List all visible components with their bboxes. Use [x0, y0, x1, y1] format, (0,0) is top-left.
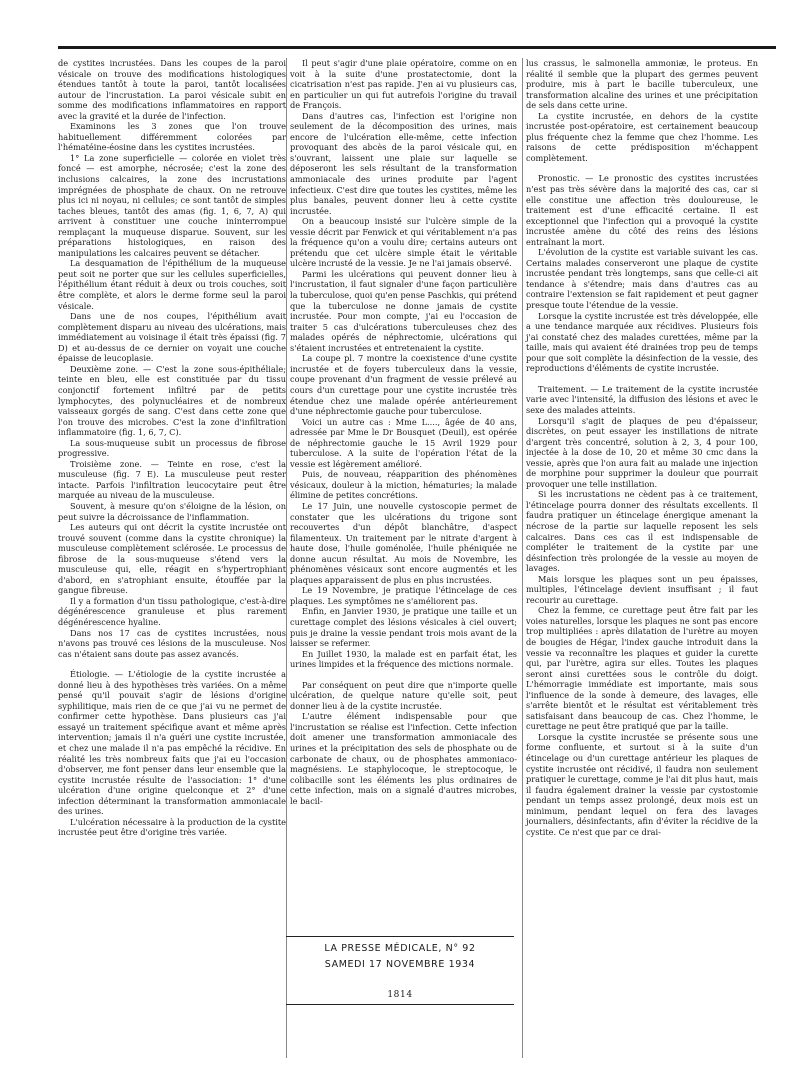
paragraph: Dans d'autres cas, l'infection est l'origine non seulement de la décomposition des urines, mais encore de l'ulcération elle-même, cette infection provoquant des abcès de la paroi vésicale qui, en s'ouvrant, laissent une plaie sur laquelle se déposeront les sels résultant de la transformation ammoniacale des urines produite par l'agent infectieux. C'est dire que toutes les cystites, même les plus banales, peuvent donner lieu à cette cystite incrustée. [290, 110, 517, 216]
paragraph: La sous-muqueuse subit un processus de fibrose progressive. [58, 437, 286, 459]
paragraph: Mais lorsque les plaques sont un peu épaisses, multiples, l'étincelage devient insuffisant ; il faut recourir au curettage. [526, 573, 758, 605]
page-number: 1814 [387, 990, 413, 1000]
case-report: Puis, de nouveau, réapparition des phénomènes vésicaux, douleur à la miction, hématuries; la malade élimine de petites concrétions. [290, 469, 517, 501]
column-divider [522, 58, 523, 1058]
case-report: Le 17 Juin, une nouvelle cystoscopie permet de constater que les ulcérations du trigone sont recouvertes d'un dépôt blanchâtre, d'aspect filamenteux. Un traitement par le nitrate d'argent à haute dose, l'huile goménolée, l'huile phéniquée ne donne aucun résultat. Au mois de Novembre, les phénomènes vésicaux sont encore augmentés et les plaques apparaissent de plus en plus incrustées. [290, 500, 517, 585]
paragraph: Chez la femme, ce curettage peut être fait par les voies naturelles, lorsque les plaques ne sont pas encore trop multipliées : après dilatation de l'urètre au moyen de bougies de Hégar, l'index gauche introduit dans la vessie va reconnaître les plaques et guider la curette qui, par l'urètre, agira sur elles. Toutes les plaques seront ainsi curettées sous le contrôle du doigt. L'hémorragie immédiate est importante, mais sous l'influence de la sonde à demeure, des lavages, elle s'arrête bientôt et le résultat est véritablement très satisfaisant dans beaucoup de cas. Chez l'homme, le curettage ne peut être pratiqué que par la taille. [526, 605, 758, 732]
paragraph: L'autre élément indispensable pour que l'incrustation se réalise est l'infection. Cette infection doit amener une transformation ammoniacale des urines et la précipitation des sels de phosphate ou de carbonate de chaux, ou de phosphates ammoniaco-magnésiens. Le staphylocoque, le streptocoque, le colibacille sont les éléments les plus ordinaires de cette infection, mais on a signalé d'autres microbes, le bacil- [290, 711, 517, 806]
paragraph: On a beaucoup insisté sur l'ulcère simple de la vessie décrit par Fenwick et qui véritablement n'a pas la fréquence qu'on a voulu dire; certains auteurs ont prétendu que cet ulcère simple était le véritable ulcère incrusté de la vessie. Je ne l'ai jamais observé. [290, 216, 517, 269]
column-divider [286, 58, 287, 1058]
paragraph: Par conséquent on peut dire que n'importe quelle ulcération, de quelque nature qu'elle soit, peut donner lieu à de la cystite incrustée. [290, 679, 517, 711]
paragraph: Il y a formation d'un tissu pathologique, c'est-à-dire dégénérescence granuleuse et plus rarement dégénérescence hyaline. [58, 595, 286, 627]
paragraph: 1° La zone superficielle — colorée en violet très foncé — est amorphe, nécrosée; c'est la zone des inclusions calcaires, la zone des incrustations imprégnées de phosphate de chaux. On ne retrouve plus ici ni noyau, ni cellules; ce sont tantôt de simples taches bleues, tantôt des amas (fig. 1, 6, 7, A) qui arrivent à constituer une couche ininterrompue remplaçant la muqueuse disparue. Souvent, sur les préparations histologiques, en raison des manipulations les calcaires peuvent se détacher. [58, 152, 286, 258]
column-left [58, 58, 286, 838]
paragraph: de cystites incrustées. Dans les coupes de la paroi vésicale on trouve des modifications histologiques étendues tantôt à toute la paroi, tantôt localisées autour de l'incrustation. La paroi vésicale subit en somme des modifications inflammatoires en rapport avec la gravité et la durée de l'infection. [58, 58, 286, 121]
case-report: Le 19 Novembre, je pratique l'étincelage de ces plaques. Les symptômes ne s'améliorent pas. [290, 585, 517, 606]
paragraph: Les auteurs qui ont décrit la cystite incrustée ont trouvé souvent (comme dans la cystite chronique) la musculeuse complètement sclérosée. Le processus de fibrose de la sous-muqueuse s'étend vers la musculeuse qui, elle, réagit en s'hypertrophiant d'abord, en s'atrophiant ensuite, étouffée par la gangue fibreuse. [58, 522, 286, 596]
footer-bottom-rule [286, 1004, 514, 1005]
paragraph: Lorsque la cystite incrustée se présente sous une forme confluente, et surtout si à la suite d'un étincelage ou d'un curettage antérieur les plaques de cystite incrustée ont récidivé, il faudra non seulement pratiquer le curettage, comme je l'ai dit plus haut, mais il faudra également drainer la vessie par cystostomie pendant un temps assez prolongé, deux mois est un minimum, pendant lequel on fera des lavages journaliers, désinfectants, afin d'éviter la récidive de la cystite. Ce n'est que par ce drai- [526, 731, 758, 837]
paragraph: L'ulcération nécessaire à la production de la cystite incrustée peut être d'origine très variée. [58, 816, 286, 838]
header-rule [58, 46, 776, 49]
paragraph: Lorsque la cystite incrustée est très développée, elle a une tendance marquée aux récidives. Plusieurs fois j'ai constaté chez des malades curettées, même par la taille, mais qui avaient été drainées trop peu de temps pour que soit complète la désinfection de la vessie, des reproductions d'éléments de cystite incrustée. [526, 310, 758, 374]
paragraph: Si les incrustations ne cèdent pas à ce traitement, l'étincelage pourra donner des résultats excellents. Il faudra pratiquer un étincelage énergique amenant la nécrose de la partie sur laquelle reposent les sels calcaires. Dans ces cas il est indispensable de compléter le traitement de la cystite par une désinfection très prolongée de la vessie au moyen de lavages. [526, 489, 758, 574]
paragraph: La coupe pl. 7 montre la coexistence d'une cystite incrustée et de foyers tuberculeux dans la vessie, coupe provenant d'un fragment de vessie prélevé au cours d'un curettage pour une cystite incrustée très étendue chez une malade opérée antérieurement d'une néphrectomie gauche pour tuberculose. [290, 353, 517, 417]
paragraph: Dans nos 17 cas de cystites incrustées, nous n'avons pas trouvé ces lésions de la musculeuse. Nos cas n'étaient sans doute pas assez avancés. [58, 627, 286, 659]
paragraph: Deuxième zone. — C'est la zone sous-épithéliale; teinte en bleu, elle est constituée par du tissu conjonctif fortement infiltré par de petits lymphocytes, des polynucléaires et de nombreux vaisseaux gorgés de sang. C'est dans cette zone que l'on trouve des microbes. C'est la zone d'infiltration inflammatoire (fig. 1, 6, 7, C). [58, 363, 286, 438]
paragraph: Examinons les 3 zones que l'on trouve habituellement différemment colorées par l'hématéine-éosine dans les cystites incrustées. [58, 121, 286, 153]
publication-title: LA PRESSE MÉDICALE, N° 92 [324, 943, 476, 954]
case-report: Voici un autre cas : Mme L...., âgée de 40 ans, adressée par Mme le Dr Bousquet (Deuil), est opérée de néphrectomie gauche le 15 Avril 1929 pour tuberculose. A la suite de l'opération l'état de la vessie est légèrement amélioré. [290, 416, 517, 469]
paragraph: Parmi les ulcérations qui peuvent donner lieu à l'incrustation, il faut signaler d'une façon particulière la tuberculose, quoi qu'en pense Paschkis, qui prétend que la tuberculose ne donne jamais de cystite incrustée. Pour mon compte, j'ai eu l'occasion de traiter 5 cas d'ulcérations tuberculeuses chez des malades opérés de néphrectomie, ulcérations qui s'étaient incrustées et entretenaient la cystite. [290, 268, 517, 353]
section-traitement: Traitement. — Le traitement de la cystite incrustée varie avec l'intensité, la diffusion des lésions et avec le sexe des malades atteints. [526, 383, 758, 415]
page-footer [286, 936, 514, 1005]
paragraph: lus crassus, le salmonella ammoniæ, le proteus. En réalité il semble que la plupart des germes peuvent produire, mis à part le bacille tuberculeux, une transformation alcaline des urines et une précipitation de sels dans cette urine. [526, 58, 758, 111]
paragraph: L'évolution de la cystite est variable suivant les cas. Certains malades conserveront une plaque de cystite incrustée pendant très longtemps, sans que celle-ci ait tendance à s'étendre; mais dans d'autres cas au contraire l'extension se fait rapidement et peut gagner presque toute l'étendue de la vessie. [526, 247, 758, 311]
case-report: Enfin, en Janvier 1930, je pratique une taille et un curettage complet des lésions vésicales à ciel ouvert; puis je draine la vessie pendant trois mois avant de la laisser se refermer. [290, 606, 517, 649]
paragraph: La desquamation de l'épithélium de la muqueuse peut soit ne porter que sur les cellules superficielles, l'épithélium étant réduit à deux ou trois couches, soit être complète, et alors le derme forme seul la paroi vésicale. [58, 258, 286, 311]
section-pronostic: Pronostic. — Le pronostic des cystites incrustées n'est pas très sévère dans la majorité des cas, car si elle constitue une affection très douloureuse, le traitement est d'une efficacité certaine. Il est exceptionnel que l'infection qui a provoqué la cystite incrustée amène du côté des reins des lésions entraînant la mort. [526, 173, 758, 247]
paragraph: Souvent, à mesure qu'on s'éloigne de la lésion, on peut suivre la décroissance de l'inflammation. [58, 500, 286, 522]
footer-rule [286, 936, 514, 937]
paragraph: Il peut s'agir d'une plaie opératoire, comme on en voit à la suite d'une prostatectomie, dont la cicatrisation n'est pas rapide. J'en ai vu plusieurs cas, en particulier un qui fut autrefois l'origine du travail de François. [290, 58, 517, 111]
column-right [526, 58, 758, 837]
paragraph: Troisième zone. — Teinte en rose, c'est la musculeuse (fig. 7 E). La musculeuse peut rester intacte. Parfois l'infiltration leucocytaire peut être marquée au niveau de la musculeuse. [58, 458, 286, 501]
column-middle [290, 58, 517, 806]
paragraph: Lorsqu'il s'agit de plaques de peu d'épaisseur, discrètes, on peut essayer les instillations de nitrate d'argent très concentré, solution à 2, 3, 4 pour 100, injectée à la dose de 10, 20 et même 30 cmc dans la vessie, après que l'on aura fait au malade une injection de morphine pour supprimer la douleur que pourrait provoquer une telle instillation. [526, 415, 758, 489]
section-etiologie: Étiologie. — L'étiologie de la cystite incrustée a donné lieu à des hypothèses très variées. On a même pensé qu'il pouvait s'agir de lésions d'origine syphilitique, mais rien de ce que j'ai vu ne permet de confirmer cette hypothèse. Dans plusieurs cas j'ai essayé un traitement spécifique avant et même après intervention; jamais il n'a guéri une cystite incrustée, et chez une malade il n'a pas empêché la récidive. En réalité les très nombreux faits que j'ai eu l'occasion d'observer, me font penser dans leur ensemble que la cystite incrustée résulte de l'association: 1° d'une ulcération d'une origine quelconque et 2° d'une infection déterminant la transformation ammoniacale des urines. [58, 669, 286, 817]
case-report: En Juillet 1930, la malade est en parfait état, les urines limpides et la fréquence des mictions normale. [290, 648, 517, 670]
paragraph: Dans une de nos coupes, l'épithélium avait complètement disparu au niveau des ulcérations, mais immédiatement au voisinage il était très épaissi (fig. 7 D) et au-dessus de ce dernier on voyait une couche épaisse de leucoplasie. [58, 311, 286, 364]
issue-date: SAMEDI 17 NOVEMBRE 1934 [324, 959, 476, 970]
paragraph: La cystite incrustée, en dehors de la cystite incrustée post-opératoire, est certainement beaucoup plus fréquente chez la femme que chez l'homme. Les raisons de cette prédisposition m'échappent complètement. [526, 110, 758, 163]
